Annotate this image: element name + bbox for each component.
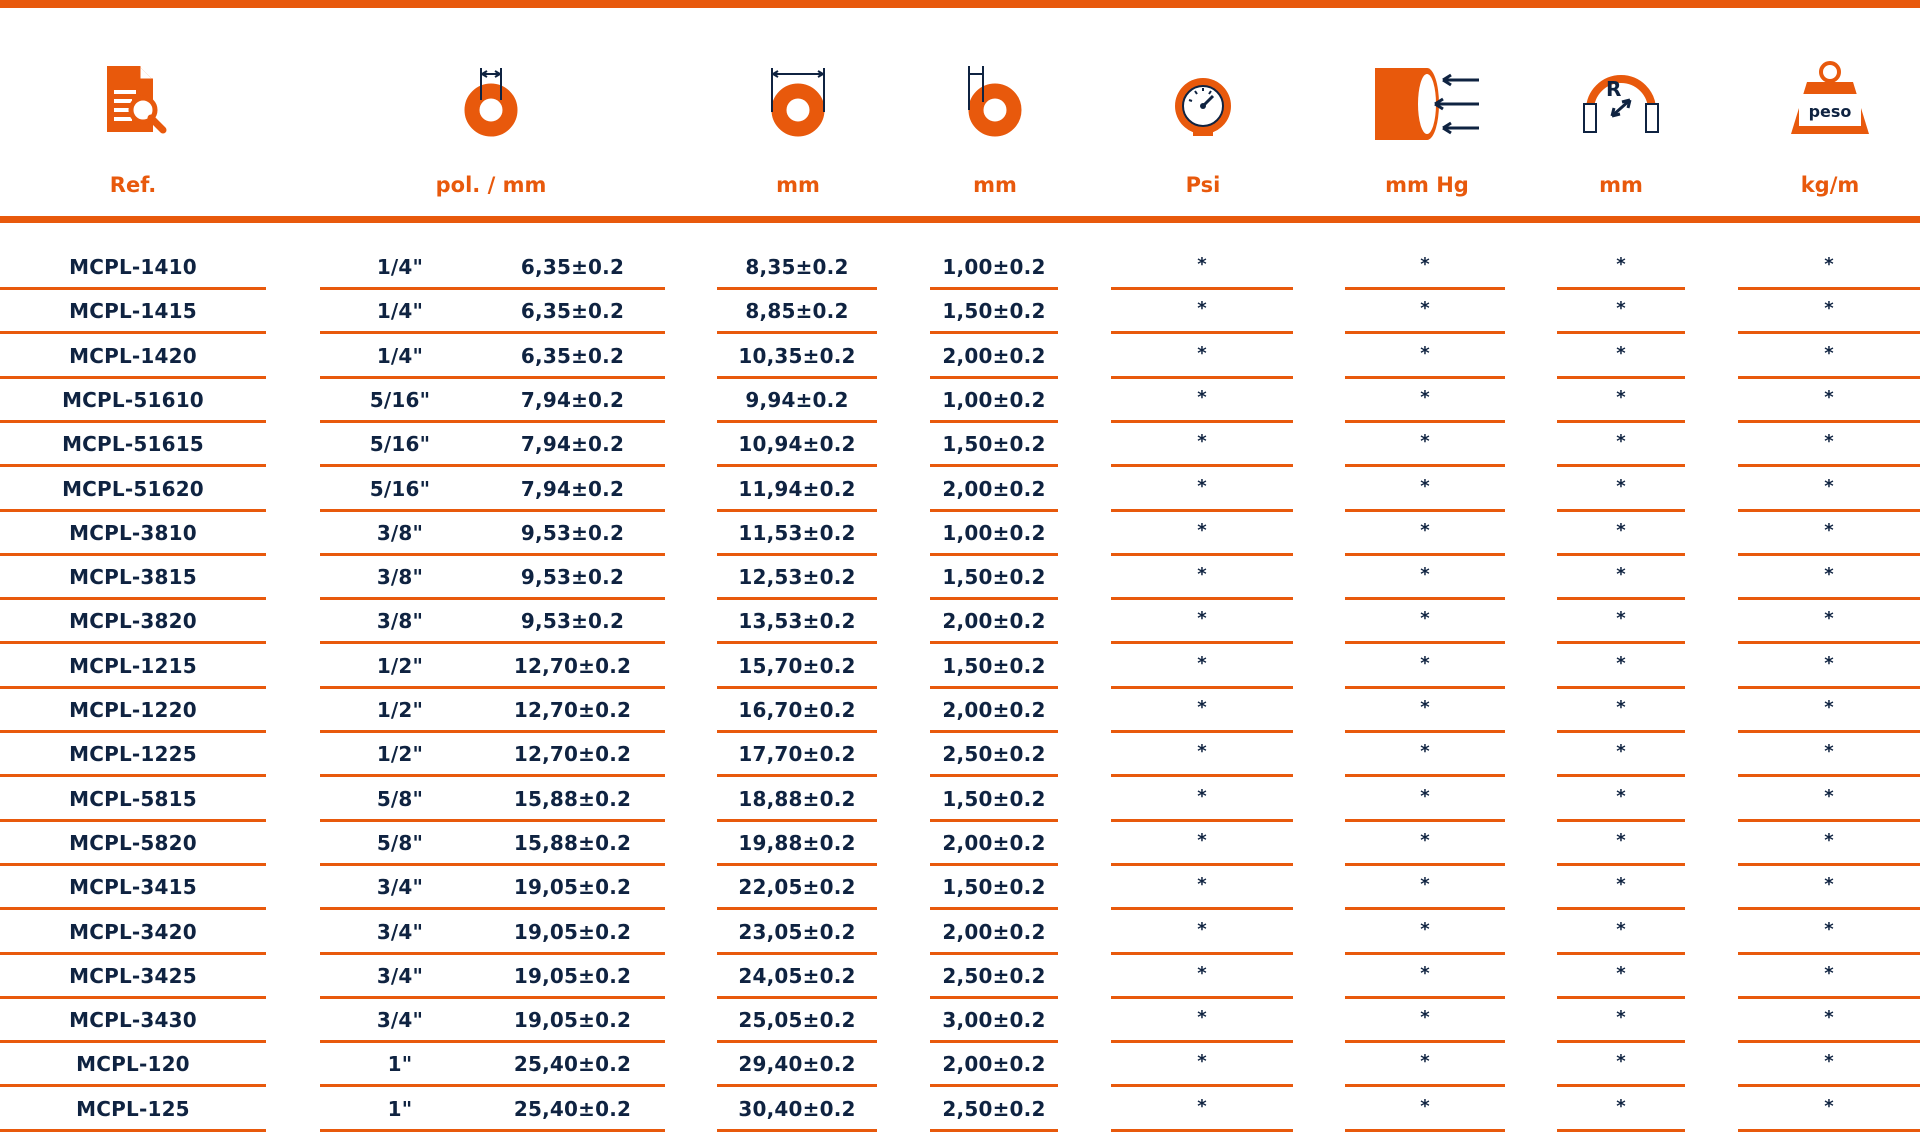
radius-cell: * xyxy=(1557,245,1685,290)
table-row xyxy=(0,954,1920,998)
table-row xyxy=(0,777,1920,821)
wall-thickness-cell: 3,00±0.2 xyxy=(930,998,1058,1043)
radius-cell: * xyxy=(1557,378,1685,423)
radius-cell: * xyxy=(1557,422,1685,467)
inner-diameter-cell xyxy=(320,910,665,955)
ref-cell: MCPL-1225 xyxy=(0,732,266,777)
psi-cell: * xyxy=(1111,644,1293,689)
inner-diameter-cell xyxy=(320,954,665,999)
top-accent-bar xyxy=(0,0,1920,8)
wall-thickness-cell: 2,50±0.2 xyxy=(930,732,1058,777)
wall-thickness-cell: 2,00±0.2 xyxy=(930,334,1058,379)
inner-diameter-mm: 15,88±0.2 xyxy=(513,830,632,855)
ref-cell: MCPL-51610 xyxy=(0,378,266,423)
inch-size: 1" xyxy=(387,1096,413,1121)
header-kgm: kg/m xyxy=(1800,173,1860,197)
psi-cell: * xyxy=(1111,289,1293,334)
kgm-cell: * xyxy=(1738,422,1920,467)
kgm-cell: * xyxy=(1738,1042,1920,1087)
wall-thickness-cell: 1,00±0.2 xyxy=(930,378,1058,423)
psi-cell: * xyxy=(1111,1042,1293,1087)
outer-diameter-cell: 8,35±0.2 xyxy=(717,245,877,290)
inner-diameter-mm: 12,70±0.2 xyxy=(513,742,632,767)
inch-size: 5/8" xyxy=(376,786,424,811)
table-row xyxy=(0,378,1920,422)
inch-size: 3/4" xyxy=(376,875,424,900)
psi-cell: * xyxy=(1111,422,1293,467)
header-divider xyxy=(0,216,1920,223)
table-row xyxy=(0,422,1920,466)
mmhg-cell: * xyxy=(1345,777,1505,822)
radius-cell: * xyxy=(1557,954,1685,999)
inner-diameter-mm: 6,35±0.2 xyxy=(520,343,625,368)
outer-diameter-icon xyxy=(748,50,848,150)
kgm-cell: * xyxy=(1738,954,1920,999)
radius-cell: * xyxy=(1557,777,1685,822)
bend-radius-letter: R xyxy=(1606,77,1622,101)
inner-diameter-cell xyxy=(320,334,665,379)
ref-cell: MCPL-3425 xyxy=(0,954,266,999)
radius-cell: * xyxy=(1557,599,1685,644)
ref-cell: MCPL-125 xyxy=(0,1087,266,1132)
outer-diameter-cell: 9,94±0.2 xyxy=(717,378,877,423)
mmhg-cell: * xyxy=(1345,422,1505,467)
wall-thickness-cell: 2,00±0.2 xyxy=(930,467,1058,512)
mmhg-cell: * xyxy=(1345,865,1505,910)
inch-size: 5/16" xyxy=(369,387,431,412)
header-outer-mm: mm xyxy=(776,173,820,197)
psi-cell: * xyxy=(1111,821,1293,866)
psi-cell: * xyxy=(1111,511,1293,556)
kgm-cell: * xyxy=(1738,910,1920,955)
inch-size: 1/4" xyxy=(376,299,424,324)
inner-diameter-cell xyxy=(320,865,665,910)
inch-size: 3/8" xyxy=(376,520,424,545)
inner-diameter-mm: 19,05±0.2 xyxy=(513,963,632,988)
radius-cell: * xyxy=(1557,467,1685,512)
ref-cell: MCPL-3420 xyxy=(0,910,266,955)
inner-diameter-cell xyxy=(320,821,665,866)
psi-cell: * xyxy=(1111,732,1293,777)
header-wall-mm: mm xyxy=(973,173,1017,197)
wall-thickness-cell: 1,50±0.2 xyxy=(930,422,1058,467)
kgm-cell: * xyxy=(1738,777,1920,822)
radius-cell: * xyxy=(1557,511,1685,556)
inch-size: 1/4" xyxy=(376,343,424,368)
wall-thickness-icon xyxy=(945,50,1045,150)
inner-diameter-cell xyxy=(320,1042,665,1087)
outer-diameter-cell: 25,05±0.2 xyxy=(717,998,877,1043)
psi-cell: * xyxy=(1111,378,1293,423)
wall-thickness-cell: 1,50±0.2 xyxy=(930,777,1058,822)
wall-thickness-cell: 2,00±0.2 xyxy=(930,599,1058,644)
inner-diameter-cell xyxy=(320,998,665,1043)
psi-cell: * xyxy=(1111,334,1293,379)
wall-thickness-cell: 1,50±0.2 xyxy=(930,865,1058,910)
table-row xyxy=(0,245,1920,289)
outer-diameter-cell: 16,70±0.2 xyxy=(717,688,877,733)
inch-size: 3/4" xyxy=(376,919,424,944)
inner-diameter-mm: 12,70±0.2 xyxy=(513,653,632,678)
ref-cell: MCPL-1410 xyxy=(0,245,266,290)
ref-cell: MCPL-3430 xyxy=(0,998,266,1043)
wall-thickness-cell: 1,50±0.2 xyxy=(930,289,1058,334)
outer-diameter-cell: 17,70±0.2 xyxy=(717,732,877,777)
wall-thickness-cell: 2,50±0.2 xyxy=(930,954,1058,999)
inner-diameter-cell xyxy=(320,289,665,334)
wall-thickness-cell: 1,00±0.2 xyxy=(930,511,1058,556)
psi-cell: * xyxy=(1111,688,1293,733)
outer-diameter-cell: 19,88±0.2 xyxy=(717,821,877,866)
radius-cell: * xyxy=(1557,1042,1685,1087)
table-row xyxy=(0,599,1920,643)
inner-diameter-cell xyxy=(320,467,665,512)
ref-cell: MCPL-120 xyxy=(0,1042,266,1087)
kgm-cell: * xyxy=(1738,334,1920,379)
kgm-cell: * xyxy=(1738,644,1920,689)
inner-diameter-icon xyxy=(441,50,541,150)
inch-size: 3/4" xyxy=(376,1008,424,1033)
mmhg-cell: * xyxy=(1345,1087,1505,1132)
header-psi: Psi xyxy=(1185,173,1221,197)
ref-cell: MCPL-5820 xyxy=(0,821,266,866)
mmhg-cell: * xyxy=(1345,378,1505,423)
outer-diameter-cell: 8,85±0.2 xyxy=(717,289,877,334)
outer-diameter-cell: 23,05±0.2 xyxy=(717,910,877,955)
table-row xyxy=(0,511,1920,555)
table-row xyxy=(0,289,1920,333)
inch-size: 1/4" xyxy=(376,255,424,279)
wall-thickness-cell: 1,50±0.2 xyxy=(930,644,1058,689)
inner-diameter-mm: 7,94±0.2 xyxy=(520,476,625,501)
inner-diameter-mm: 9,53±0.2 xyxy=(520,520,625,545)
outer-diameter-cell: 18,88±0.2 xyxy=(717,777,877,822)
inner-diameter-mm: 9,53±0.2 xyxy=(520,565,625,590)
psi-cell: * xyxy=(1111,599,1293,644)
psi-cell: * xyxy=(1111,1087,1293,1132)
table-row xyxy=(0,998,1920,1042)
table-row xyxy=(0,821,1920,865)
inner-diameter-mm: 15,88±0.2 xyxy=(513,786,632,811)
inner-diameter-mm: 6,35±0.2 xyxy=(520,255,625,279)
psi-cell: * xyxy=(1111,910,1293,955)
mmhg-cell: * xyxy=(1345,334,1505,379)
kgm-cell: * xyxy=(1738,378,1920,423)
mmhg-cell: * xyxy=(1345,599,1505,644)
inner-diameter-mm: 19,05±0.2 xyxy=(513,875,632,900)
kgm-cell: * xyxy=(1738,688,1920,733)
kgm-cell: * xyxy=(1738,1087,1920,1132)
mmhg-cell: * xyxy=(1345,688,1505,733)
table-row xyxy=(0,688,1920,732)
inner-diameter-cell xyxy=(320,555,665,600)
ref-cell: MCPL-1215 xyxy=(0,644,266,689)
inner-diameter-cell xyxy=(320,688,665,733)
bend-radius-icon xyxy=(1571,50,1671,150)
inner-diameter-cell xyxy=(320,599,665,644)
radius-cell: * xyxy=(1557,334,1685,379)
ref-cell: MCPL-5815 xyxy=(0,777,266,822)
mmhg-cell: * xyxy=(1345,289,1505,334)
ref-cell: MCPL-51615 xyxy=(0,422,266,467)
inner-diameter-cell xyxy=(320,422,665,467)
wall-thickness-cell: 1,50±0.2 xyxy=(930,555,1058,600)
inner-diameter-mm: 12,70±0.2 xyxy=(513,698,632,722)
inner-diameter-mm: 25,40±0.2 xyxy=(513,1096,632,1121)
kgm-cell: * xyxy=(1738,555,1920,600)
radius-cell: * xyxy=(1557,821,1685,866)
vacuum-icon xyxy=(1362,50,1492,150)
header-mmhg: mm Hg xyxy=(1385,173,1469,197)
table-row xyxy=(0,1042,1920,1086)
outer-diameter-cell: 24,05±0.2 xyxy=(717,954,877,999)
outer-diameter-cell: 29,40±0.2 xyxy=(717,1042,877,1087)
inner-diameter-cell xyxy=(320,378,665,423)
kgm-cell: * xyxy=(1738,998,1920,1043)
ref-cell: MCPL-3415 xyxy=(0,865,266,910)
wall-thickness-cell: 2,00±0.2 xyxy=(930,688,1058,733)
ref-cell: MCPL-1415 xyxy=(0,289,266,334)
kgm-cell: * xyxy=(1738,865,1920,910)
mmhg-cell: * xyxy=(1345,910,1505,955)
inch-size: 3/4" xyxy=(376,963,424,988)
outer-diameter-cell: 22,05±0.2 xyxy=(717,865,877,910)
mmhg-cell: * xyxy=(1345,555,1505,600)
outer-diameter-cell: 13,53±0.2 xyxy=(717,599,877,644)
inner-diameter-mm: 19,05±0.2 xyxy=(513,1008,632,1033)
table-row xyxy=(0,1087,1920,1131)
kgm-cell: * xyxy=(1738,289,1920,334)
wall-thickness-cell: 1,00±0.2 xyxy=(930,245,1058,290)
header-ref: Ref. xyxy=(109,173,157,197)
inner-diameter-cell xyxy=(320,644,665,689)
mmhg-cell: * xyxy=(1345,1042,1505,1087)
header-radius-mm: mm xyxy=(1599,173,1643,197)
inch-size: 5/16" xyxy=(369,476,431,501)
wall-thickness-cell: 2,00±0.2 xyxy=(930,1042,1058,1087)
ref-cell: MCPL-51620 xyxy=(0,467,266,512)
inch-size: 1/2" xyxy=(376,653,424,678)
ref-cell: MCPL-3815 xyxy=(0,555,266,600)
mmhg-cell: * xyxy=(1345,954,1505,999)
table-row xyxy=(0,732,1920,776)
mmhg-cell: * xyxy=(1345,245,1505,290)
radius-cell: * xyxy=(1557,1087,1685,1132)
outer-diameter-cell: 12,53±0.2 xyxy=(717,555,877,600)
inner-diameter-cell xyxy=(320,245,665,290)
outer-diameter-cell: 11,53±0.2 xyxy=(717,511,877,556)
mmhg-cell: * xyxy=(1345,644,1505,689)
psi-cell: * xyxy=(1111,245,1293,290)
table-row xyxy=(0,910,1920,954)
mmhg-cell: * xyxy=(1345,821,1505,866)
inch-size: 1" xyxy=(387,1052,413,1077)
document-search-icon xyxy=(83,50,183,150)
psi-cell: * xyxy=(1111,998,1293,1043)
mmhg-cell: * xyxy=(1345,998,1505,1043)
pressure-gauge-icon xyxy=(1153,50,1253,150)
inner-diameter-mm: 7,94±0.2 xyxy=(520,387,625,412)
inch-size: 5/8" xyxy=(376,830,424,855)
inch-size: 1/2" xyxy=(376,742,424,767)
kgm-cell: * xyxy=(1738,732,1920,777)
mmhg-cell: * xyxy=(1345,467,1505,512)
table-row xyxy=(0,334,1920,378)
wall-thickness-cell: 2,00±0.2 xyxy=(930,821,1058,866)
ref-cell: MCPL-1220 xyxy=(0,688,266,733)
radius-cell: * xyxy=(1557,688,1685,733)
outer-diameter-cell: 10,35±0.2 xyxy=(717,334,877,379)
table-row xyxy=(0,467,1920,511)
inner-diameter-mm: 7,94±0.2 xyxy=(520,432,625,457)
inch-size: 3/8" xyxy=(376,609,424,634)
inch-size: 3/8" xyxy=(376,565,424,590)
inch-size: 5/16" xyxy=(369,432,431,457)
radius-cell: * xyxy=(1557,644,1685,689)
inch-size: 1/2" xyxy=(376,698,424,722)
inner-diameter-mm: 19,05±0.2 xyxy=(513,919,632,944)
kgm-cell: * xyxy=(1738,821,1920,866)
inner-diameter-mm: 6,35±0.2 xyxy=(520,299,625,324)
psi-cell: * xyxy=(1111,467,1293,512)
mmhg-cell: * xyxy=(1345,511,1505,556)
psi-cell: * xyxy=(1111,954,1293,999)
radius-cell: * xyxy=(1557,289,1685,334)
psi-cell: * xyxy=(1111,555,1293,600)
table-row xyxy=(0,865,1920,909)
header-pol-mm: pol. / mm xyxy=(435,173,547,197)
ref-cell: MCPL-3810 xyxy=(0,511,266,556)
wall-thickness-cell: 2,00±0.2 xyxy=(930,910,1058,955)
table-row xyxy=(0,644,1920,688)
mmhg-cell: * xyxy=(1345,732,1505,777)
ref-cell: MCPL-3820 xyxy=(0,599,266,644)
inner-diameter-mm: 25,40±0.2 xyxy=(513,1052,632,1077)
radius-cell: * xyxy=(1557,910,1685,955)
radius-cell: * xyxy=(1557,865,1685,910)
weight-label: peso xyxy=(1808,102,1852,121)
kgm-cell: * xyxy=(1738,511,1920,556)
kgm-cell: * xyxy=(1738,599,1920,644)
outer-diameter-cell: 30,40±0.2 xyxy=(717,1087,877,1132)
radius-cell: * xyxy=(1557,732,1685,777)
wall-thickness-cell: 2,50±0.2 xyxy=(930,1087,1058,1132)
outer-diameter-cell: 10,94±0.2 xyxy=(717,422,877,467)
kgm-cell: * xyxy=(1738,467,1920,512)
psi-cell: * xyxy=(1111,865,1293,910)
kgm-cell: * xyxy=(1738,245,1920,290)
table-row xyxy=(0,555,1920,599)
psi-cell: * xyxy=(1111,777,1293,822)
inner-diameter-cell xyxy=(320,1087,665,1132)
inner-diameter-cell xyxy=(320,777,665,822)
inner-diameter-cell xyxy=(320,732,665,777)
weight-icon xyxy=(1780,50,1880,150)
outer-diameter-cell: 15,70±0.2 xyxy=(717,644,877,689)
outer-diameter-cell: 11,94±0.2 xyxy=(717,467,877,512)
radius-cell: * xyxy=(1557,998,1685,1043)
radius-cell: * xyxy=(1557,555,1685,600)
inner-diameter-cell xyxy=(320,511,665,556)
inner-diameter-mm: 9,53±0.2 xyxy=(520,609,625,634)
ref-cell: MCPL-1420 xyxy=(0,334,266,379)
